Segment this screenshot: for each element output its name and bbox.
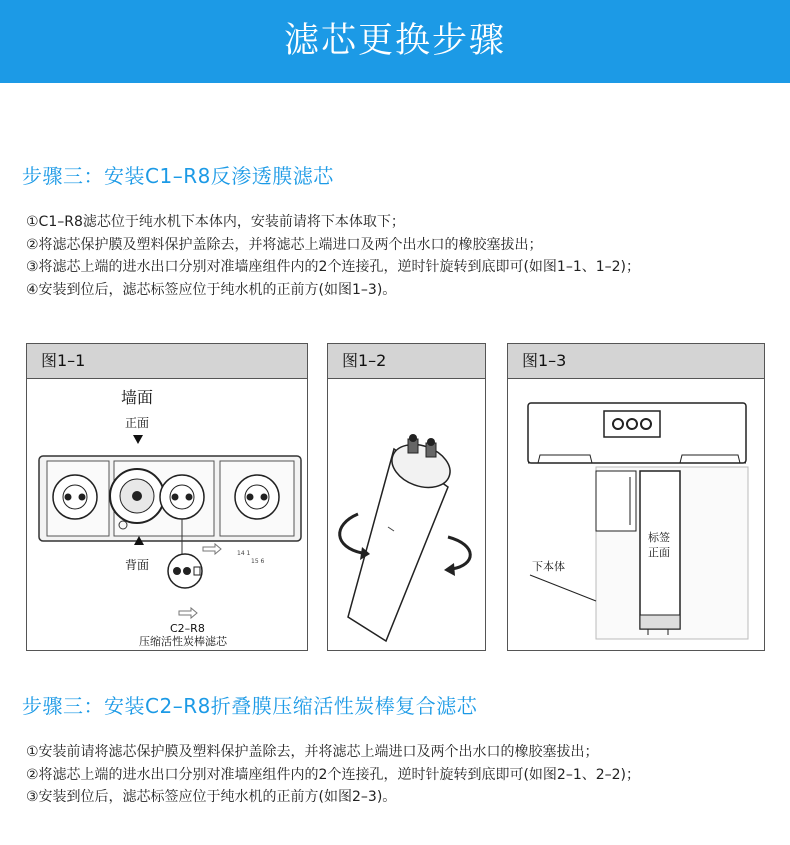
figure-1-1 bbox=[26, 343, 308, 651]
front-label: 正面 bbox=[125, 416, 150, 430]
port-cap-b bbox=[427, 438, 435, 446]
filter-rotation-diagram bbox=[328, 379, 485, 649]
figure-1-3 bbox=[507, 343, 765, 651]
direction-arrow-icon bbox=[203, 544, 221, 554]
wall-label: 墙面 bbox=[121, 388, 154, 407]
front-tag-label: 正面 bbox=[648, 546, 670, 559]
figure-1-1-header bbox=[27, 344, 307, 379]
installed-position-diagram bbox=[508, 379, 764, 649]
figure-1-1-label: 图1–1 bbox=[41, 351, 86, 370]
filter-base bbox=[640, 615, 680, 629]
rotate-arrow-right-head bbox=[444, 563, 455, 576]
callout-hole-b bbox=[183, 567, 191, 575]
figure-1-2-header bbox=[328, 344, 485, 379]
rotate-arrow-right-icon bbox=[448, 537, 470, 569]
connector-center-hole-b bbox=[186, 494, 193, 501]
section1-step-2: ②将滤芯保护膜及塑料保护盖除去，并将滤芯上端进口及两个出水口的橡胶塞拔出； bbox=[26, 236, 543, 253]
section2-step-2: ②将滤芯上端的进水出口分别对准墙座组件内的2个连接孔，逆时针旋转到底即可(如图2–1、2–2)； bbox=[26, 766, 641, 783]
section1-step-1: ①C1–R8滤芯位于纯水机下本体内，安装前请将下本体取下； bbox=[26, 214, 405, 230]
tick-label-a: 14 1 bbox=[237, 550, 251, 557]
connector-main-hub bbox=[132, 491, 142, 501]
lower-body-label: 下本体 bbox=[532, 560, 565, 573]
tick-label-b: 15 6 bbox=[251, 558, 265, 565]
connector-right-hole-a bbox=[247, 494, 254, 501]
part-name: 压缩活性炭棒滤芯 bbox=[139, 635, 227, 648]
connector-left-hole-a bbox=[65, 494, 72, 501]
connector-right-hole-b bbox=[261, 494, 268, 501]
port-cap-a bbox=[409, 434, 417, 442]
section2-step-1: ①安装前请将滤芯保护膜及塑料保护盖除去，并将滤芯上端进口及两个出水口的橡胶塞拔出； bbox=[26, 744, 599, 760]
wall-mount-diagram bbox=[27, 379, 307, 649]
connector-right-icon bbox=[235, 475, 279, 519]
section1-step-4: ④安装到位后，滤芯标签应位于纯水机的正前方(如图1–3)。 bbox=[26, 281, 397, 298]
connector-center-icon bbox=[160, 475, 204, 519]
indicator-2-icon bbox=[627, 419, 637, 429]
connector-left-hole-b bbox=[79, 494, 86, 501]
figure-1-3-label: 图1–3 bbox=[522, 351, 567, 370]
insert-arrow-icon bbox=[179, 608, 197, 618]
body-callout-line bbox=[530, 575, 596, 601]
section2-title: 步骤三：安装C2–R8折叠膜压缩活性炭棒复合滤芯 bbox=[22, 694, 478, 718]
figure-1-2 bbox=[327, 343, 486, 651]
connector-left-icon bbox=[53, 475, 97, 519]
section1-title: 步骤三：安装C1–R8反渗透膜滤芯 bbox=[22, 164, 334, 188]
indicator-3-icon bbox=[641, 419, 651, 429]
part-code: C2–R8 bbox=[170, 622, 205, 635]
rotate-arrow-left-icon bbox=[340, 514, 362, 553]
tag-label: 标签 bbox=[648, 531, 670, 544]
figure-1-2-label: 图1–2 bbox=[342, 351, 387, 370]
section2-step-3: ③安装到位后，滤芯标签应位于纯水机的正前方(如图2–3)。 bbox=[26, 789, 397, 805]
callout-hole-a bbox=[173, 567, 181, 575]
figure-1-3-header bbox=[508, 344, 764, 379]
section1-step-3: ③将滤芯上端的进水出口分别对准墙座组件内的2个连接孔，逆时针旋转到底即可(如图1–1、1–2)； bbox=[26, 259, 641, 275]
front-arrow-icon bbox=[133, 435, 143, 444]
page-title: 滤芯更换步骤 bbox=[283, 21, 506, 61]
indicator-1-icon bbox=[613, 419, 623, 429]
connector-center-hole-a bbox=[172, 494, 179, 501]
back-label: 背面 bbox=[125, 558, 150, 572]
section2-steps bbox=[26, 741, 640, 809]
section1-steps bbox=[26, 211, 640, 301]
